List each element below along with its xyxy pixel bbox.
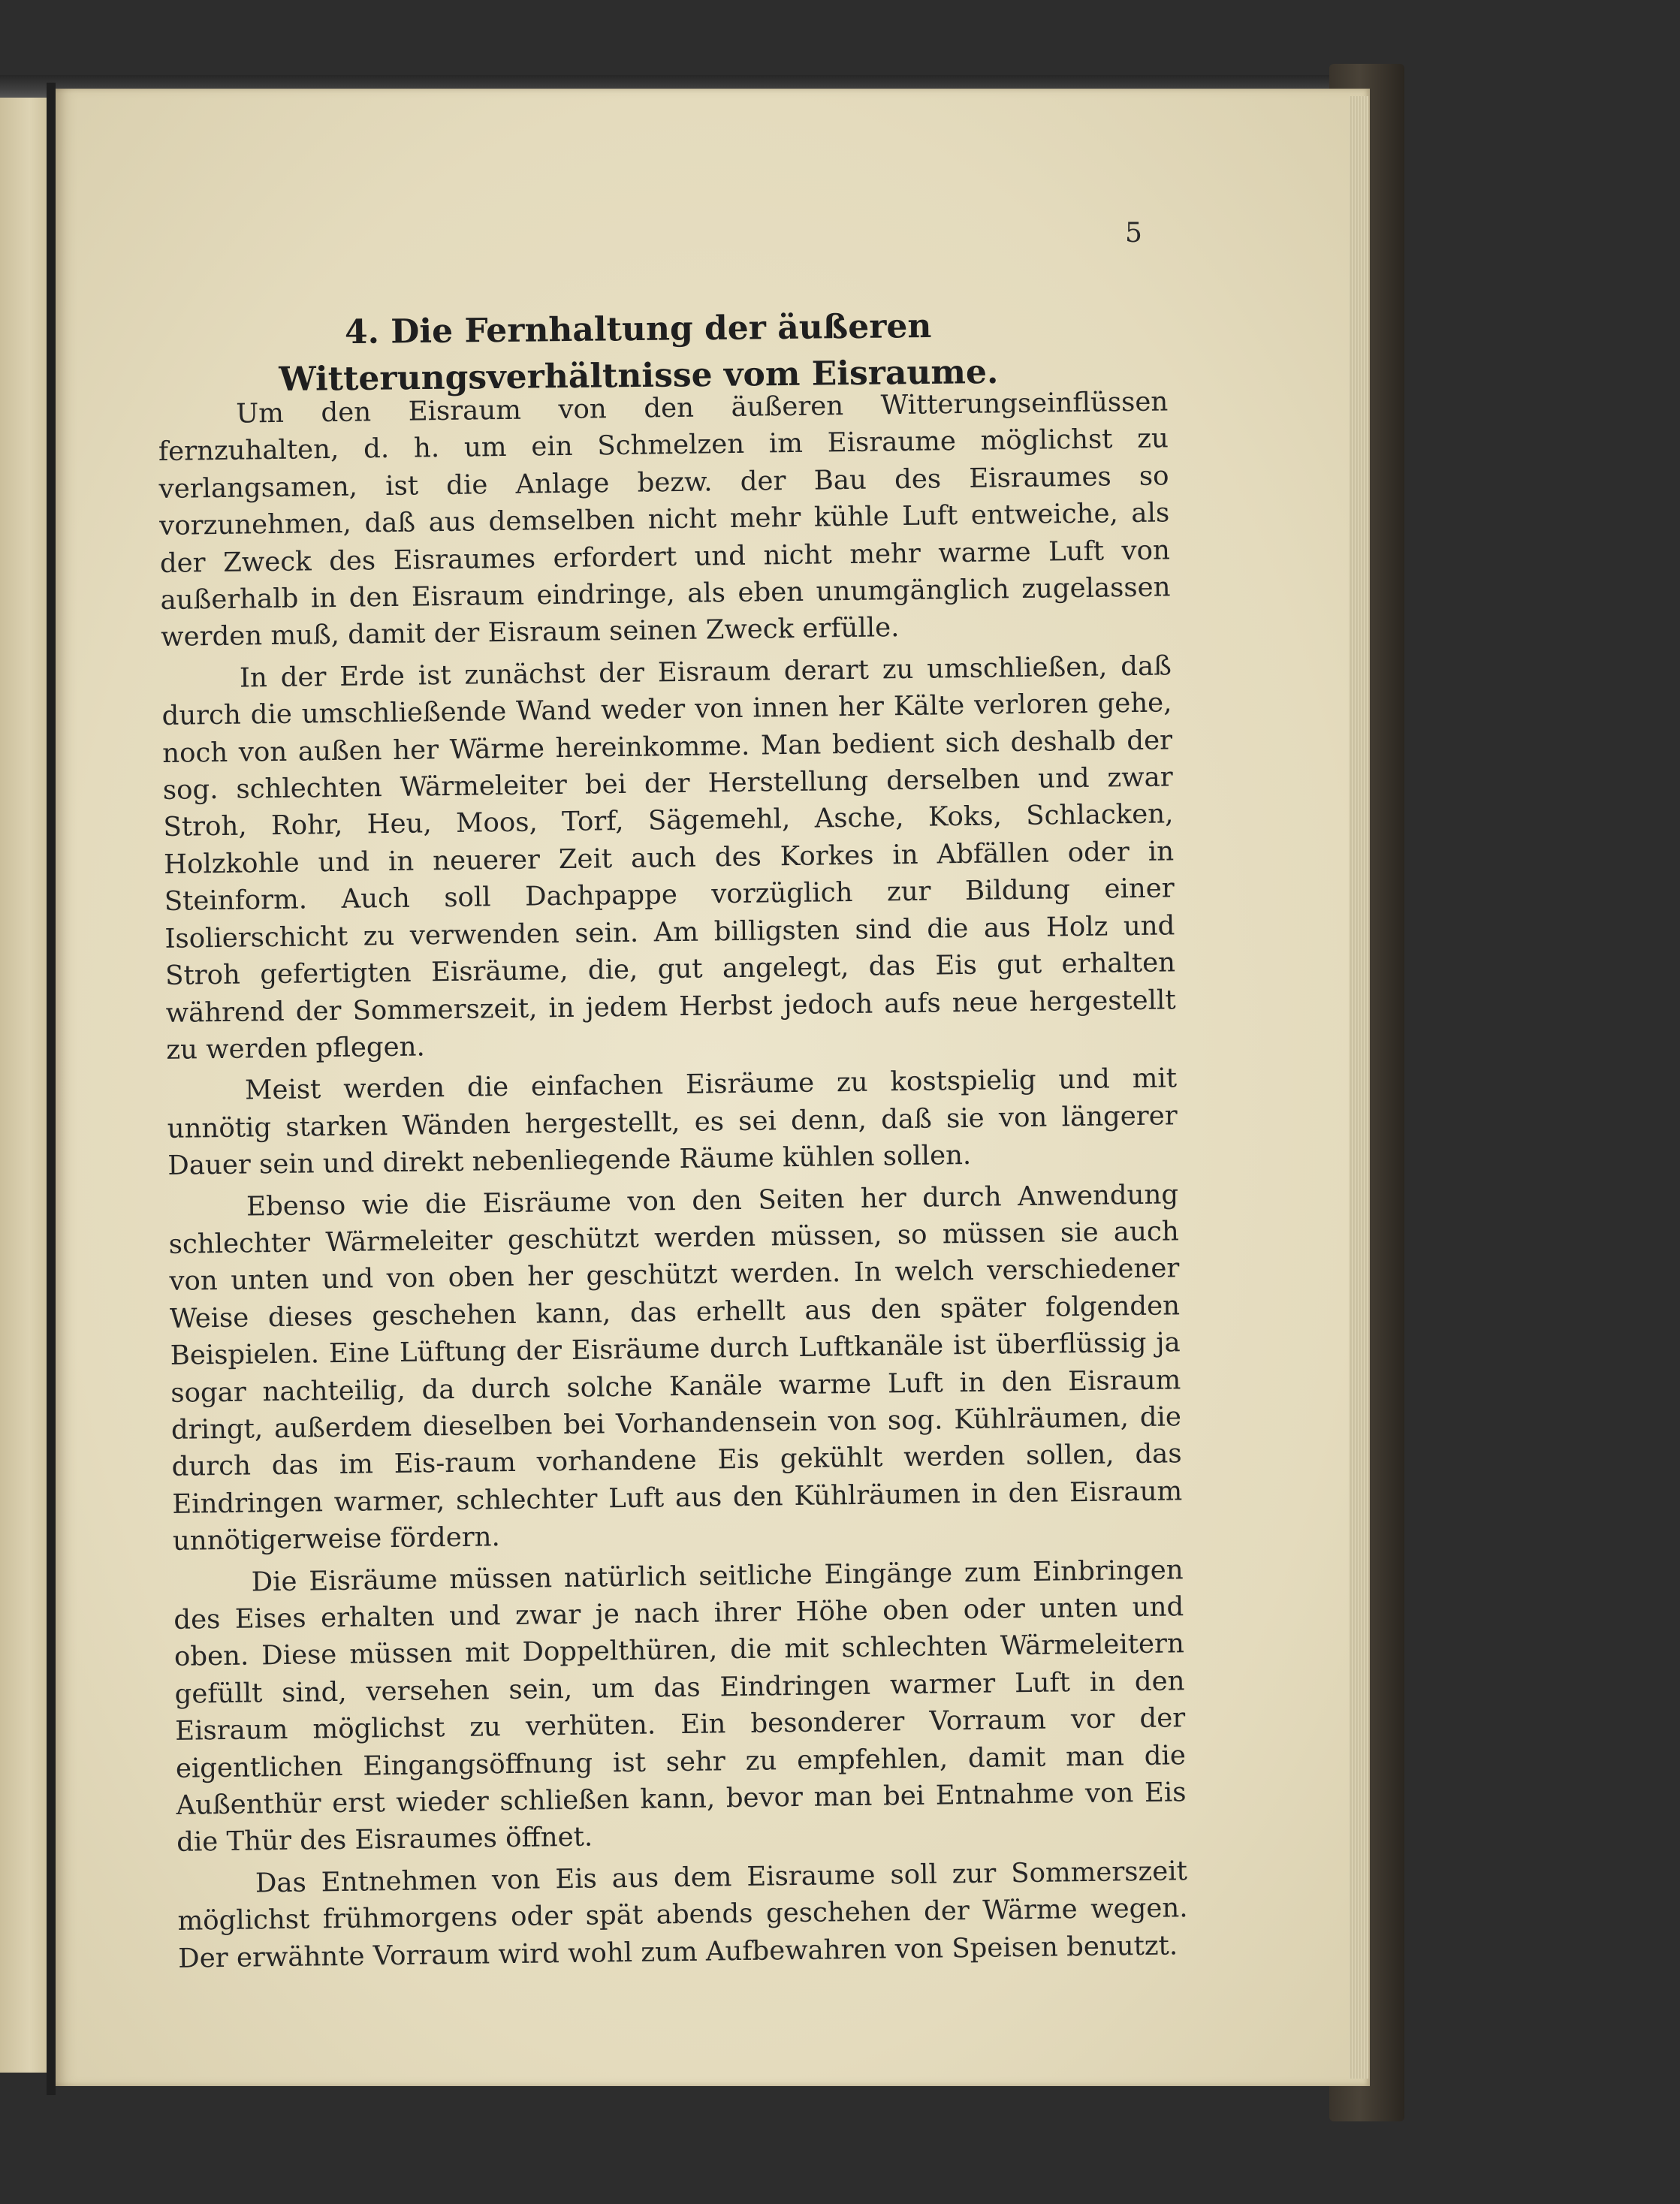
page-edge-stack bbox=[1349, 96, 1368, 2079]
paragraph: Das Entnehmen von Eis aus dem Eisraume soll zur Sommerszeit möglichst frühmorgens oder spät abends geschehen der Wärme wegen. Der erwähnte Vorraum wird wohl zum Aufbewahren von Speisen benutzt. bbox=[177, 1856, 1188, 1974]
paragraph: Ebenso wie die Eisräume von den Seiten her durch Anwendung schlechter Wärmeleiter geschützt werden müssen, so müssen sie auch von unten und von oben her geschützt werden. In welch verschiedener Weise dieses geschehen kann, das erhellt aus den später folgenden Beispielen. Eine Lüftung der Eisräume durch Luftkanäle ist überflüssig ja sogar nachteilig, da durch solche Kanäle warme Luft in den Eisraum dringt, außerdem dieselben bei Vorhandensein von sog. Kühlräumen, die durch das im Eis-raum vorhandene Eis gekühlt werden sollen, das Eindringen warmer, schlechter Luft aus den Kühlräumen in den Eisraum unnötigerweise fördern. bbox=[168, 1178, 1183, 1557]
body-text bbox=[158, 383, 1189, 1981]
paragraph: Meist werden die einfachen Eisräume zu kostspielig und mit unnötig starken Wänden hergestellt, es sei denn, daß sie von längerer Dauer sein und direkt nebenliegende Räume kühlen sollen. bbox=[167, 1063, 1178, 1182]
section-heading: 4. Die Fernhaltung der äußeren Witterungsverhältnisse vom Eisraume. bbox=[279, 306, 999, 399]
page-number: 5 bbox=[1125, 218, 1142, 249]
paragraph: In der Erde ist zunächst der Eisraum derart zu umschließen, daß durch die umschließende Wand weder von innen her Kälte verloren gehe, noch von außen her Wärme hereinkomme. Man bedient sich deshalb der sog. schlechten Wärmeleiter bei der Herstellung derselben und zwar Stroh, Rohr, Heu, Moos, Torf, Sägemehl, Asche, Koks, Schlacken, Holzkohle und in neuerer Zeit auch des Korkes in Abfällen oder in Steinform. Auch soll Dachpappe vorzüglich zur Bildung einer Isolierschicht zu verwenden sein. Am billigsten sind die aus Holz und Stroh gefertigten Eisräume, die, gut angelegt, das Eis gut erhalten während der Sommerszeit, in jedem Herbst jedoch aufs neue hergestellt zu werden pflegen. bbox=[161, 650, 1176, 1066]
book-gutter bbox=[47, 83, 56, 2095]
paragraph: Die Eisräume müssen natürlich seitliche Eingänge zum Einbringen des Eises erhalten und zwar je nach ihrer Höhe oben oder unten und oben. Diese müssen mit Doppelthüren, die mit schlechten Wärmeleitern gefüllt sind, versehen sein, um das Eindringen warmer Luft in den Eisraum möglichst zu verhüten. Ein besonderer Vorraum vor der eigentlichen Eingangsöffnung ist sehr zu empfehlen, damit man die Außenthür erst wieder schließen kann, bevor man bei Entnahme von Eis die Thür des Eisraumes öffnet. bbox=[173, 1554, 1187, 1859]
paragraph: Um den Eisraum von den äußeren Witterungseinflüssen fernzuhalten, d. h. um ein Schmelzen im Eisraume möglichst zu verlangsamen, ist die Anlage bezw. der Bau des Eisraumes so vorzunehmen, daß aus demselben nicht mehr kühle Luft entweiche, als der Zweck des Eisraumes erfordert und nicht mehr warme Luft von außerhalb in den Eisraum eindringe, als eben unumgänglich zugelassen werden muß, damit der Eisraum seinen Zweck erfülle. bbox=[158, 386, 1171, 653]
